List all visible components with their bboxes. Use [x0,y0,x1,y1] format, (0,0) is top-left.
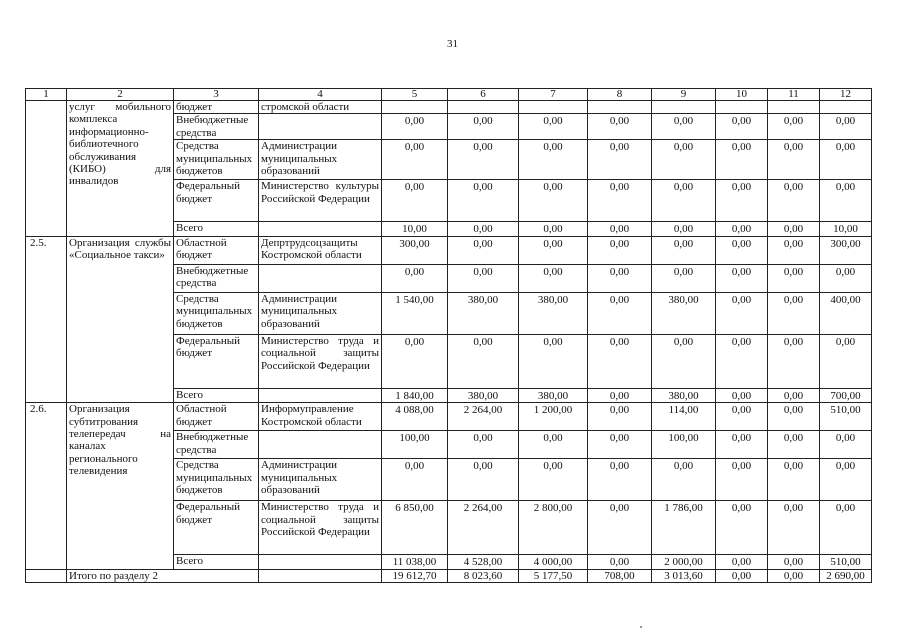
amount-cell: 0,00 [820,459,872,501]
amount-cell [716,101,768,114]
total-amount-cell: 5 177,50 [519,569,588,582]
amount-cell: 2 800,00 [519,501,588,555]
header-cell: 3 [174,89,259,101]
row-number: 2.5. [26,236,67,402]
amount-cell: 0,00 [448,222,519,236]
amount-cell [448,101,519,114]
amount-cell: 6 850,00 [382,501,448,555]
total-amount-cell: 8 023,60 [448,569,519,582]
amount-cell: 0,00 [768,180,820,222]
amount-cell: 0,00 [820,334,872,388]
amount-cell [382,101,448,114]
header-cell: 2 [67,89,174,101]
row-number [26,101,67,237]
total-amount-cell: 0,00 [716,569,768,582]
amount-cell: 300,00 [382,236,448,264]
header-cell: 11 [768,89,820,101]
amount-cell: 2 000,00 [652,555,716,569]
total-row [26,569,872,582]
executor [259,555,382,569]
amount-cell: 510,00 [820,403,872,431]
amount-cell: 0,00 [519,140,588,180]
amount-cell: 0,00 [768,264,820,292]
row-number: 2.6. [26,403,67,569]
amount-cell: 0,00 [519,222,588,236]
amount-cell: 0,00 [716,555,768,569]
amount-cell: 4 088,00 [382,403,448,431]
amount-cell: 0,00 [382,180,448,222]
amount-cell: 2 264,00 [448,501,519,555]
header-cell: 7 [519,89,588,101]
amount-cell: 0,00 [588,114,652,140]
executor: Информуправление Костромской области [259,403,382,431]
amount-cell: 0,00 [448,334,519,388]
amount-cell: 0,00 [588,292,652,334]
measure-description: Организация службы «Социальное такси» [67,236,174,402]
amount-cell: 0,00 [519,334,588,388]
amount-cell: 0,00 [588,459,652,501]
amount-cell: 0,00 [768,334,820,388]
amount-cell: 0,00 [768,114,820,140]
executor: стромской области [259,101,382,114]
table-row [26,403,872,431]
amount-cell: 0,00 [716,180,768,222]
amount-cell: 0,00 [768,459,820,501]
header-cell: 4 [259,89,382,101]
amount-cell [519,101,588,114]
total-amount-cell: 19 612,70 [382,569,448,582]
amount-cell: 0,00 [382,264,448,292]
amount-cell: 0,00 [448,459,519,501]
amount-cell: 0,00 [652,334,716,388]
amount-cell: 0,00 [716,114,768,140]
total-amount-cell: 2 690,00 [820,569,872,582]
amount-cell: 100,00 [382,431,448,459]
amount-cell [820,101,872,114]
table-row [26,101,872,114]
amount-cell: 0,00 [716,388,768,402]
amount-cell: 0,00 [448,180,519,222]
funding-source: Средства муниципальных бюджетов [174,140,259,180]
executor [259,388,382,402]
amount-cell: 0,00 [519,180,588,222]
amount-cell: 0,00 [652,236,716,264]
amount-cell: 0,00 [588,140,652,180]
amount-cell: 0,00 [768,292,820,334]
amount-cell: 0,00 [519,431,588,459]
amount-cell: 0,00 [716,459,768,501]
header-cell: 10 [716,89,768,101]
amount-cell: 380,00 [519,292,588,334]
executor [259,264,382,292]
funding-source: Средства муниципальных бюджетов [174,459,259,501]
amount-cell: 1 840,00 [382,388,448,402]
amount-cell: 0,00 [519,236,588,264]
executor: Министерство культуры Российской Федерации [259,180,382,222]
header-cell: 6 [448,89,519,101]
amount-cell: 700,00 [820,388,872,402]
amount-cell: 380,00 [519,388,588,402]
amount-cell: 0,00 [820,180,872,222]
executor [259,431,382,459]
amount-cell: 0,00 [519,264,588,292]
amount-cell: 1 200,00 [519,403,588,431]
funding-table [25,88,872,583]
amount-cell: 0,00 [448,114,519,140]
executor: Министерство труда и социальной защиты Российской Федерации [259,334,382,388]
amount-cell: 0,00 [448,140,519,180]
executor: Министерство труда и социальной защиты Российской Федерации [259,501,382,555]
amount-cell: 1 540,00 [382,292,448,334]
amount-cell: 0,00 [768,501,820,555]
amount-cell: 0,00 [716,222,768,236]
amount-cell: 0,00 [820,140,872,180]
amount-cell: 510,00 [820,555,872,569]
amount-cell [768,101,820,114]
header-cell: 12 [820,89,872,101]
amount-cell: 0,00 [768,403,820,431]
executor [259,222,382,236]
amount-cell: 0,00 [588,403,652,431]
amount-cell: 0,00 [382,459,448,501]
amount-cell: 0,00 [588,264,652,292]
table-row [26,236,872,264]
amount-cell [652,101,716,114]
executor: Администрации муниципальных образований [259,459,382,501]
amount-cell: 0,00 [448,264,519,292]
amount-cell: 0,00 [820,264,872,292]
amount-cell: 114,00 [652,403,716,431]
funding-source: Внебюджетные средства [174,431,259,459]
amount-cell: 0,00 [716,334,768,388]
header-cell: 9 [652,89,716,101]
total-amount-cell: 3 013,60 [652,569,716,582]
amount-cell: 0,00 [768,140,820,180]
amount-cell: 0,00 [820,501,872,555]
funding-source: Внебюджетные средства [174,114,259,140]
amount-cell: 0,00 [448,431,519,459]
amount-cell: 0,00 [652,180,716,222]
amount-cell: 0,00 [716,501,768,555]
executor: Администрации муниципальных образований [259,140,382,180]
executor: Депртрудсоцзащиты Костромской области [259,236,382,264]
amount-cell: 0,00 [588,388,652,402]
amount-cell: 0,00 [588,501,652,555]
amount-cell: 0,00 [716,403,768,431]
amount-cell: 380,00 [652,388,716,402]
amount-cell: 0,00 [382,334,448,388]
funding-source: Всего [174,388,259,402]
amount-cell: 11 038,00 [382,555,448,569]
amount-cell: 0,00 [716,431,768,459]
amount-cell: 400,00 [820,292,872,334]
amount-cell: 0,00 [588,431,652,459]
amount-cell: 10,00 [382,222,448,236]
amount-cell: 380,00 [448,292,519,334]
amount-cell: 0,00 [588,236,652,264]
amount-cell: 0,00 [588,334,652,388]
amount-cell: 0,00 [588,222,652,236]
amount-cell: 100,00 [652,431,716,459]
executor: Администрации муниципальных образований [259,292,382,334]
funding-source: Средства муниципальных бюджетов [174,292,259,334]
amount-cell: 0,00 [448,236,519,264]
amount-cell: 0,00 [716,140,768,180]
funding-source: Всего [174,222,259,236]
amount-cell: 380,00 [652,292,716,334]
funding-source: Внебюджетные средства [174,264,259,292]
amount-cell: 0,00 [588,555,652,569]
amount-cell: 0,00 [652,222,716,236]
page-number: 31 [447,38,458,50]
header-cell: 8 [588,89,652,101]
total-empty-cell [259,569,382,582]
amount-cell: 0,00 [519,459,588,501]
funding-source: Федеральный бюджет [174,501,259,555]
amount-cell: 0,00 [652,264,716,292]
funding-source: Федеральный бюджет [174,334,259,388]
amount-cell: 4 000,00 [519,555,588,569]
total-empty-cell [26,569,67,582]
amount-cell: 0,00 [768,388,820,402]
header-cell: 5 [382,89,448,101]
amount-cell [588,101,652,114]
amount-cell: 0,00 [588,180,652,222]
amount-cell: 0,00 [652,140,716,180]
measure-description: услуг мобильного комплекса информационно-библиотечного обслуживания (КИБО) для инвалидов [67,101,174,237]
amount-cell: 380,00 [448,388,519,402]
amount-cell: 0,00 [716,264,768,292]
amount-cell: 0,00 [652,459,716,501]
table-body [26,89,872,583]
amount-cell: 0,00 [519,114,588,140]
funding-source: бюджет [174,101,259,114]
header-cell: 1 [26,89,67,101]
measure-description: Организация субтитрования телепередач на каналах регионального телевидения [67,403,174,569]
funding-source: Областной бюджет [174,403,259,431]
amount-cell: 0,00 [768,222,820,236]
total-label: Итого по разделу 2 [67,569,259,582]
total-amount-cell: 708,00 [588,569,652,582]
amount-cell: 300,00 [820,236,872,264]
total-amount-cell: 0,00 [768,569,820,582]
amount-cell: 0,00 [820,114,872,140]
amount-cell: 0,00 [652,114,716,140]
amount-cell: 0,00 [716,236,768,264]
amount-cell: 0,00 [382,140,448,180]
funding-source: Областной бюджет [174,236,259,264]
executor [259,114,382,140]
amount-cell: 0,00 [716,292,768,334]
amount-cell: 4 528,00 [448,555,519,569]
amount-cell: 0,00 [768,431,820,459]
amount-cell: 0,00 [820,431,872,459]
amount-cell: 2 264,00 [448,403,519,431]
amount-cell: 0,00 [382,114,448,140]
amount-cell: 1 786,00 [652,501,716,555]
amount-cell: 0,00 [768,555,820,569]
amount-cell: 10,00 [820,222,872,236]
funding-source: Федеральный бюджет [174,180,259,222]
funding-source: Всего [174,555,259,569]
ink-mark [640,626,642,628]
amount-cell: 0,00 [768,236,820,264]
header-row [26,89,872,101]
